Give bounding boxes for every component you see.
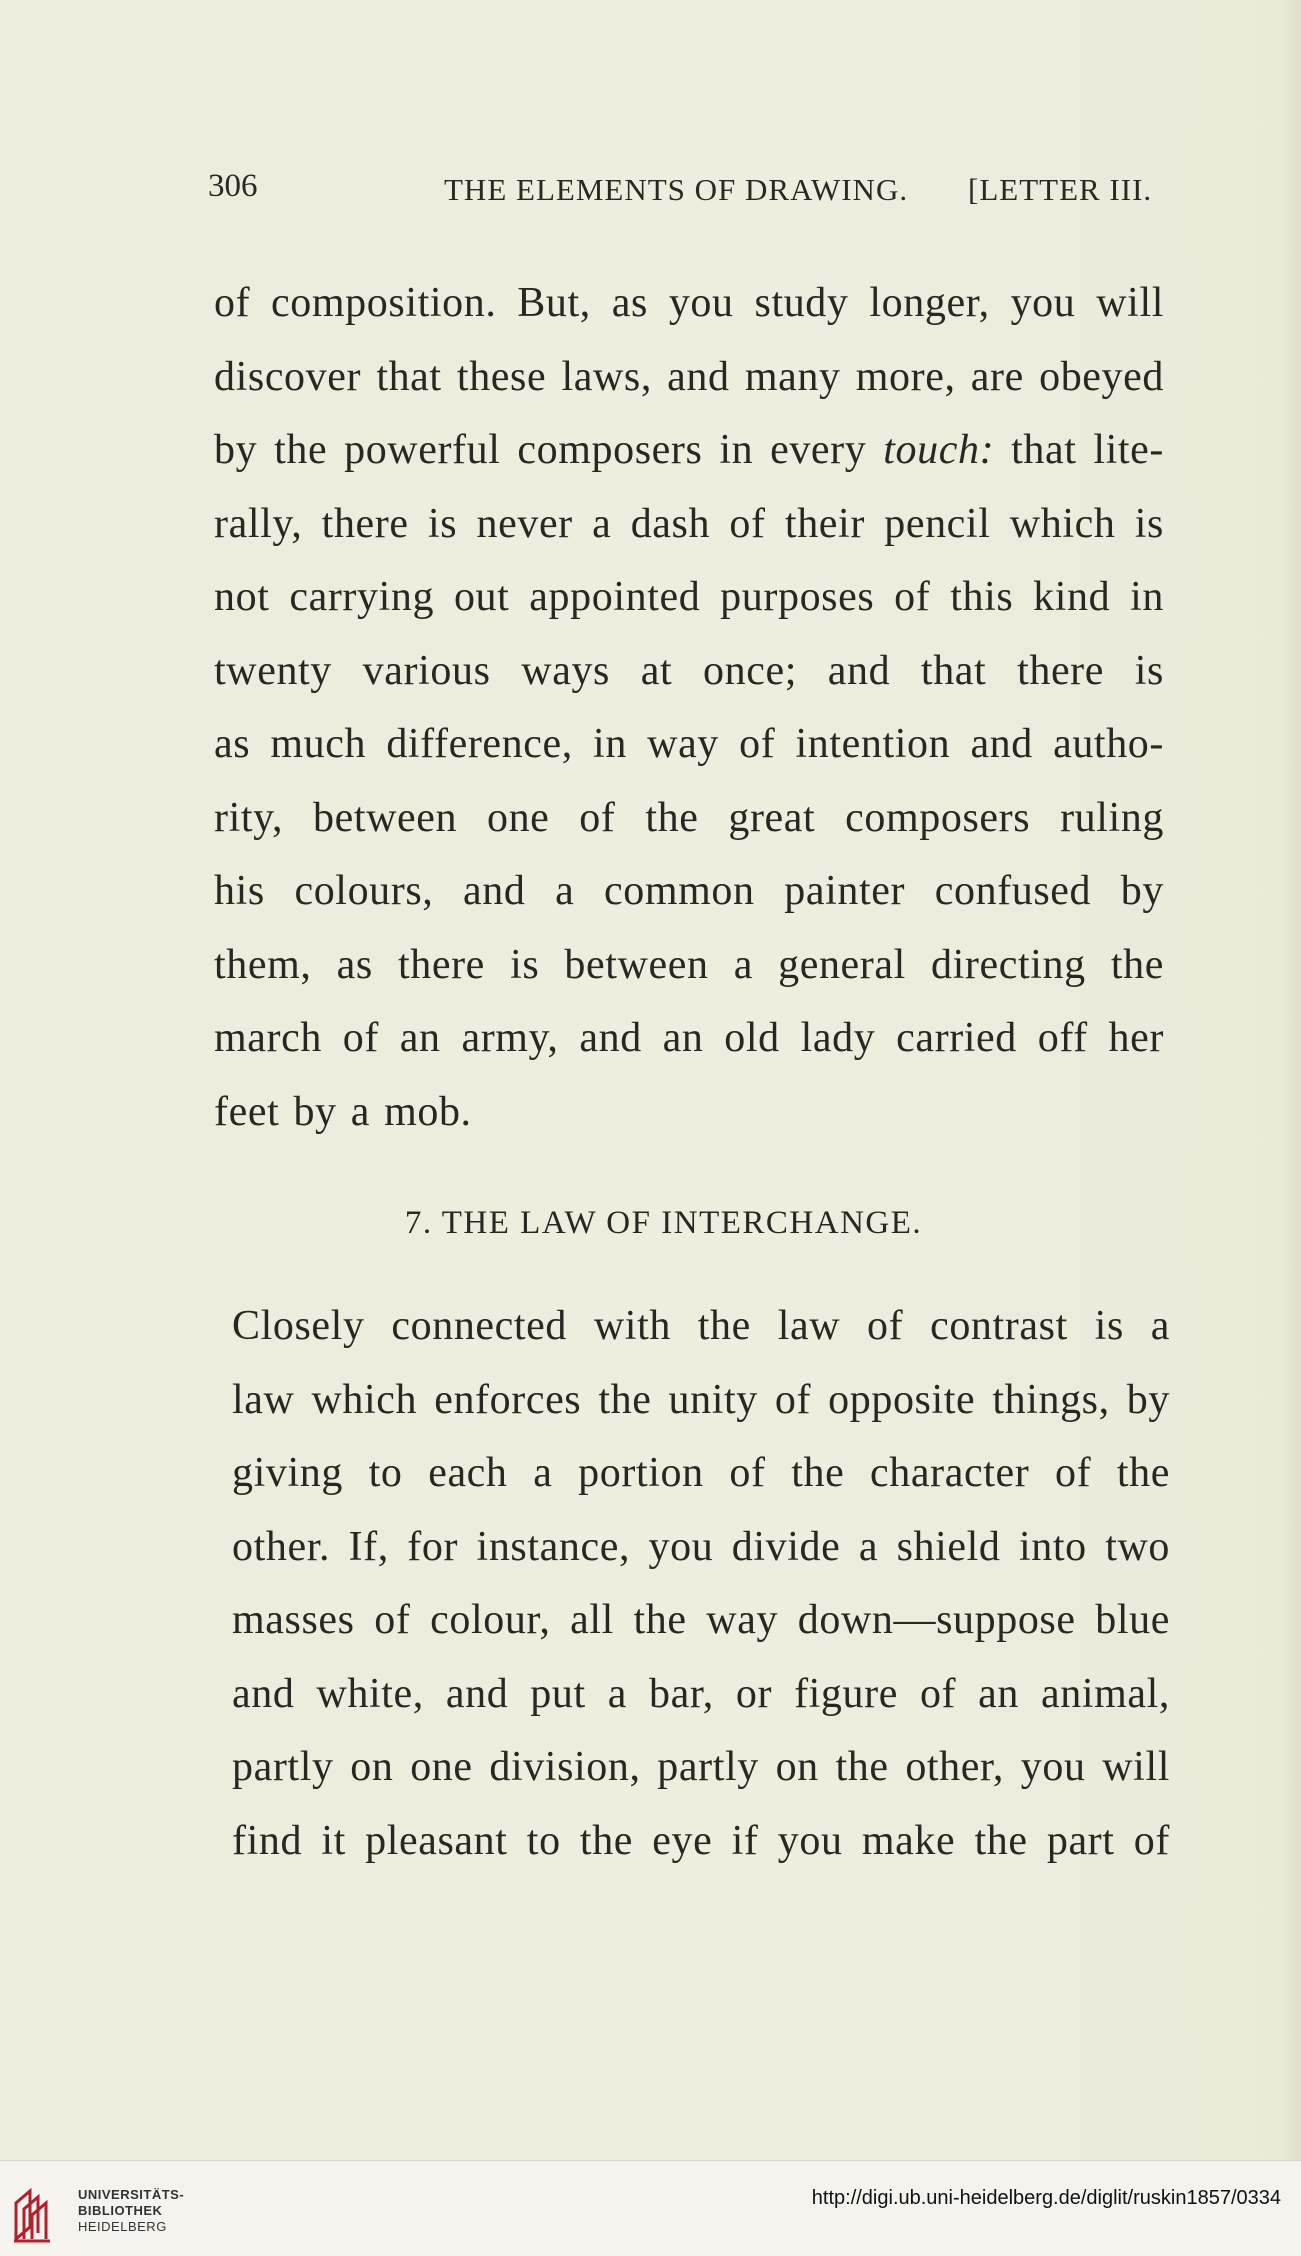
section-number: 7.: [404, 1205, 433, 1241]
page-edge-shadow: [1281, 0, 1301, 2160]
library-logo-icon: [10, 2183, 72, 2245]
text-line: [214, 414, 1164, 488]
section-heading: [0, 1205, 1301, 1242]
running-title: THE ELEMENTS OF DRAWING.: [444, 172, 909, 207]
text-line: them, as there is between a general directing the: [214, 941, 1164, 988]
source-url-link[interactable]: http://digi.ub.uni-heidelberg.de/diglit/ruskin1857/0334: [811, 2187, 1281, 2209]
text-line: Closely connected with the law of contrast is a: [232, 1303, 1170, 1349]
library-name-line: UNIVERSITÄTS-: [78, 2187, 185, 2202]
text-line: twenty various ways at once; and that there is: [214, 647, 1164, 694]
running-head: [208, 168, 1208, 218]
text-line: rally, there is never a dash of their pencil which is: [214, 500, 1164, 547]
text-line: other. If, for instance, you divide a shield into two: [232, 1523, 1170, 1570]
library-name: [78, 2187, 184, 2235]
text-line: march of an army, and an old lady carried off her: [214, 1015, 1164, 1061]
viewer-footer: [0, 2160, 1301, 2256]
text-line: and white, and put a bar, or figure of an animal,: [232, 1670, 1170, 1717]
text-line: of composition. But, as you study longer, you will: [214, 280, 1164, 326]
text-line: partly on one division, partly on the other, you will: [232, 1744, 1170, 1790]
text-line: feet by a mob.: [214, 1088, 472, 1135]
library-name-line: HEIDELBERG: [78, 2219, 167, 2234]
text-line: his colours, and a common painter confused by: [214, 868, 1164, 914]
section-title: THE LAW OF INTERCHANGE.: [441, 1205, 923, 1241]
text-line: not carrying out appointed purposes of this kind in: [214, 574, 1164, 620]
letter-reference: [LETTER III.: [968, 172, 1153, 207]
page-number: 306: [208, 168, 258, 204]
text-line: masses of colour, all the way down—suppose blue: [232, 1597, 1170, 1643]
paragraph-2: [232, 1290, 1170, 1878]
library-name-line: BIBLIOTHEK: [78, 2203, 163, 2218]
text-line: giving to each a portion of the character of the: [232, 1450, 1170, 1496]
emphasis-word: touch:: [883, 427, 995, 473]
text-line: discover that these laws, and many more, are obeyed: [214, 353, 1164, 400]
text-line-segment: that lite-: [1011, 427, 1164, 473]
text-line: rity, between one of the great composers ruling: [214, 794, 1164, 841]
text-line: as much difference, in way of intention and autho-: [214, 721, 1164, 767]
text-line: law which enforces the unity of opposite things, by: [232, 1376, 1170, 1423]
text-line-segment: by the powerful composers in every: [214, 427, 867, 473]
paragraph-1: [214, 267, 1164, 1149]
text-line: find it pleasant to the eye if you make the part of: [232, 1817, 1170, 1864]
